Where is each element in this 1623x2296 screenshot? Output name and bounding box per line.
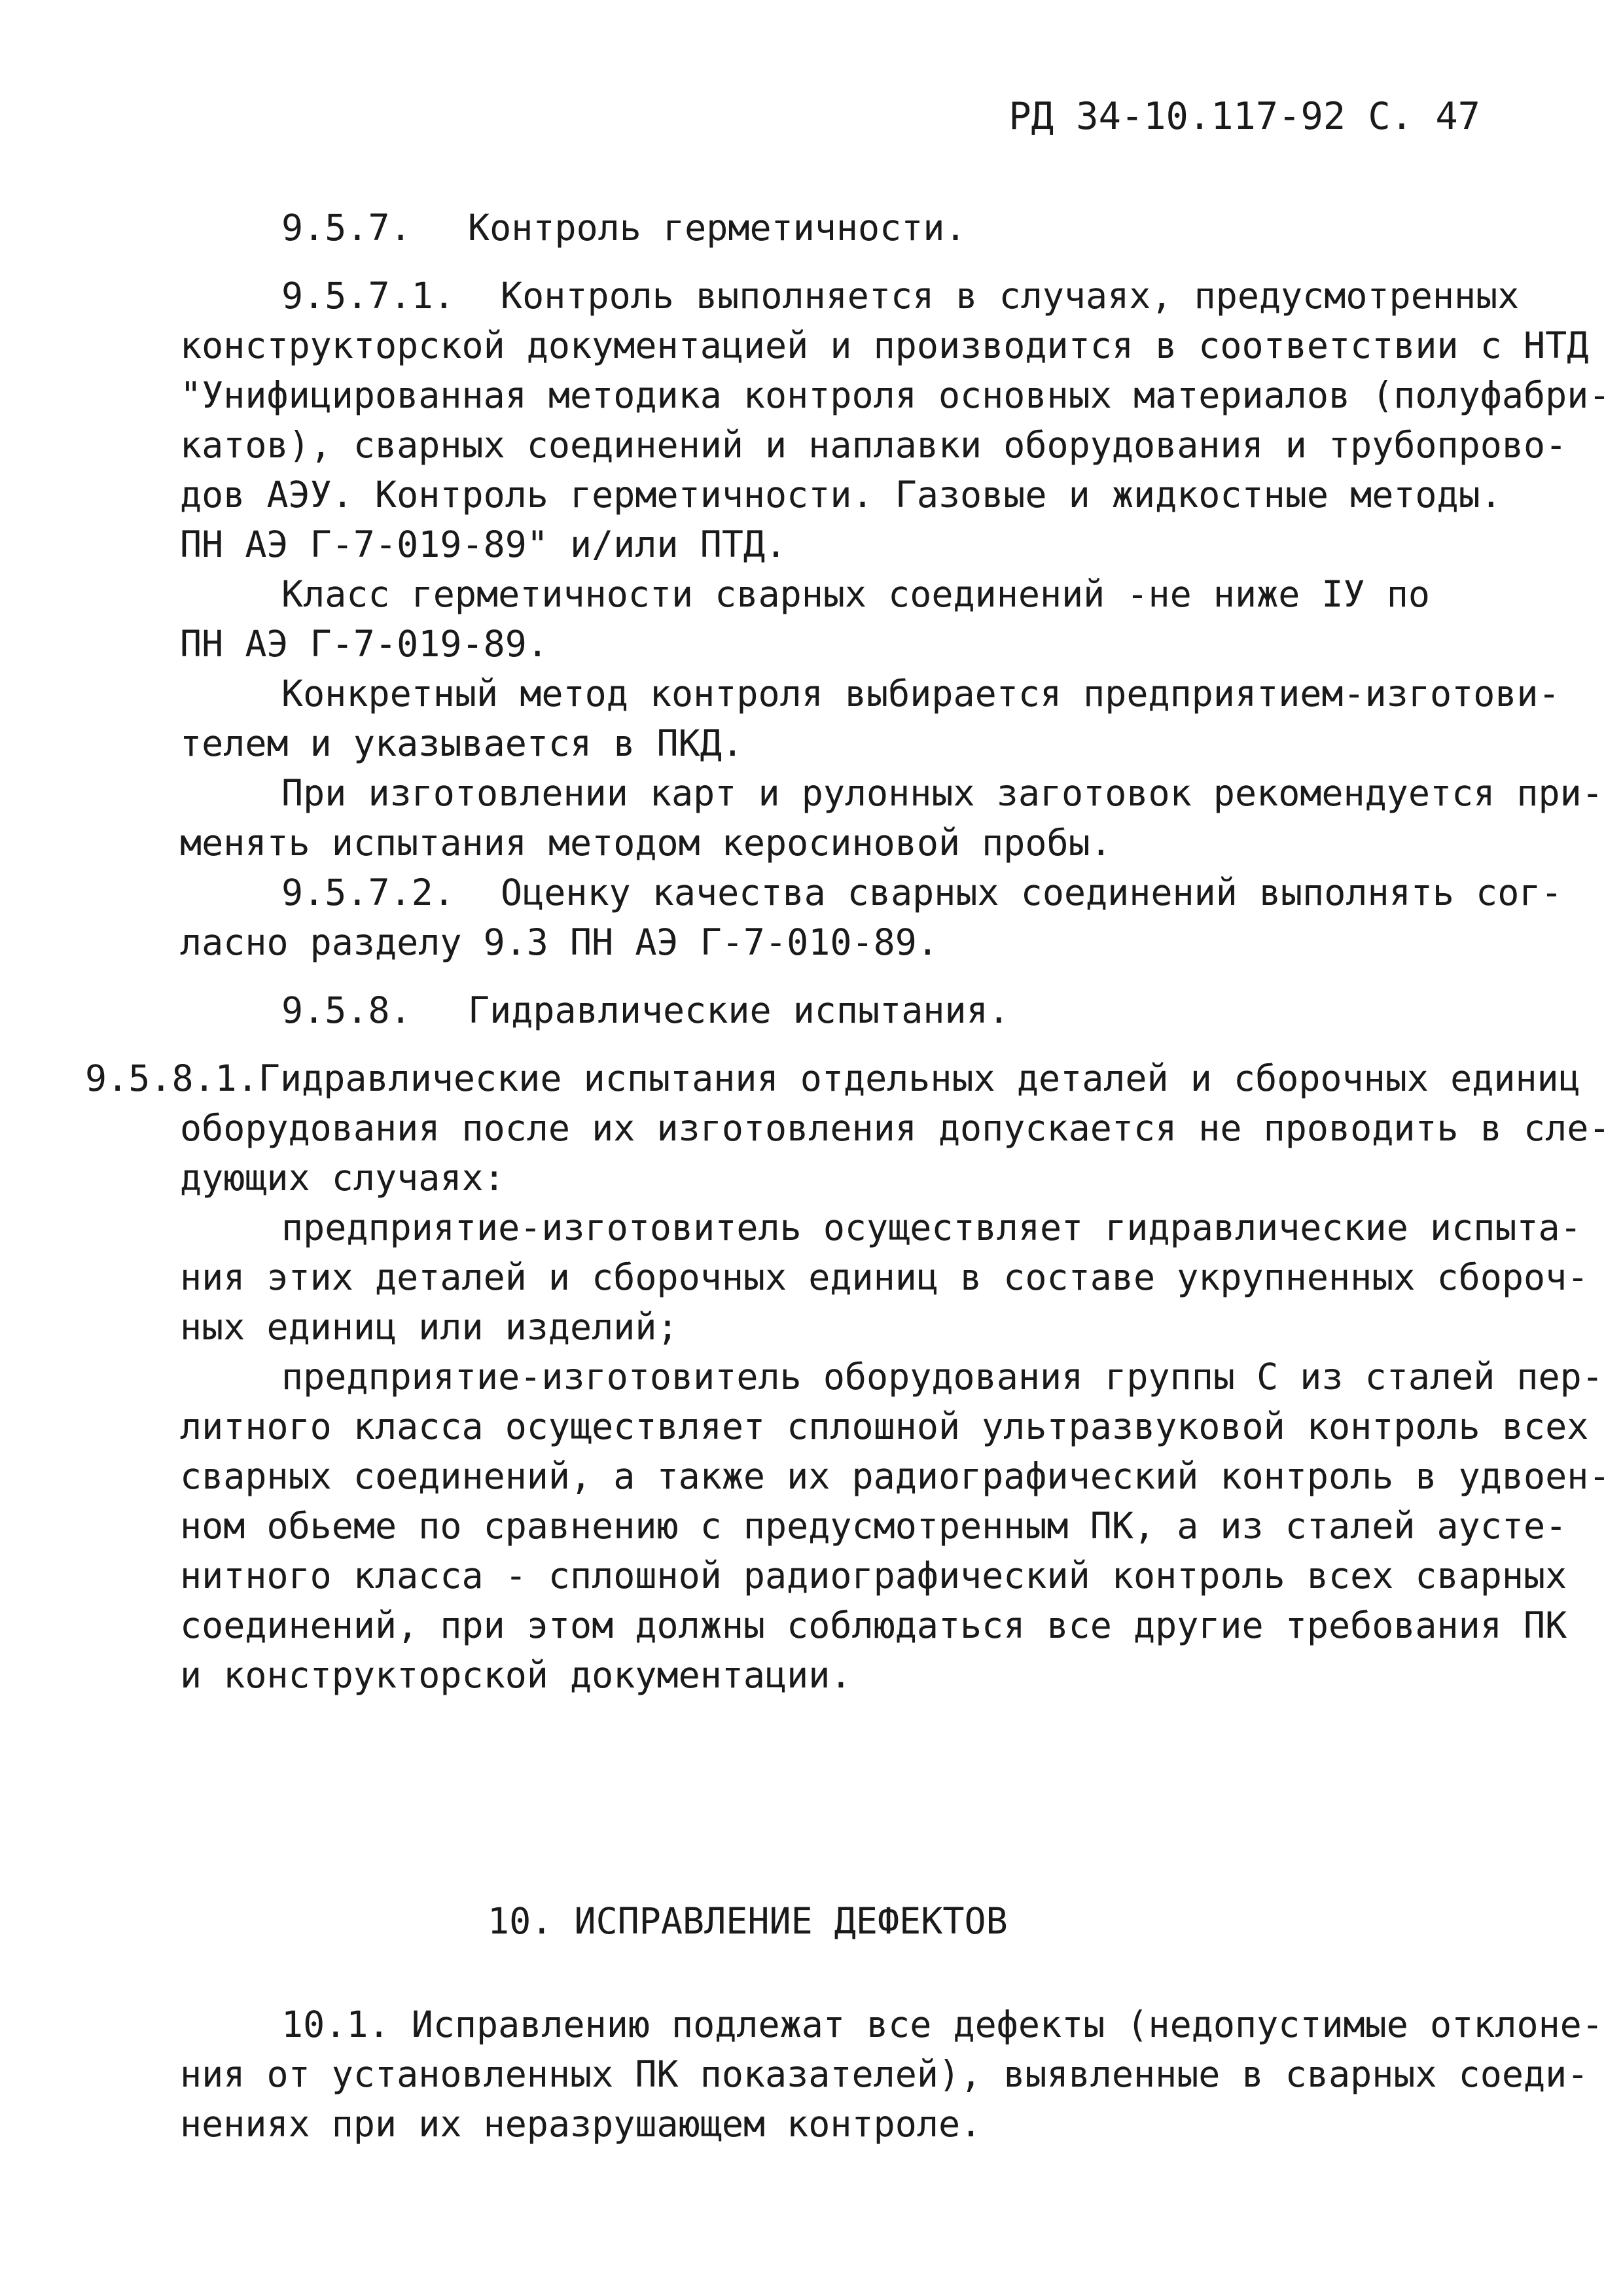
section-10-1-paragraph (180, 2000, 1603, 2149)
cards-paragraph (180, 768, 1603, 868)
paragraph-line: ласно разделу 9.3 ПН АЭ Г-7-010-89. (180, 921, 938, 963)
paragraph-line: Конкретный метод контроля выбирается предприятием-изготови- (281, 673, 1560, 715)
control-method-paragraph (180, 669, 1560, 768)
section-9-5-7-heading (180, 203, 1522, 253)
section-9-5-8-1-paragraph (85, 1053, 1611, 1203)
paragraph-line: Исправлению подлежат все дефекты (недопустимые отклоне- (411, 2004, 1603, 2045)
paragraph-line: ном обьеме по сравнению с предусмотренным ПК, а из сталей аусте- (180, 1505, 1567, 1547)
paragraph-line: Гидравлические испытания отдельных деталей и сборочных единиц (258, 1057, 1580, 1099)
document-header-code: РД 34-10.117-92 С. 47 (1008, 95, 1480, 138)
paragraph-line: дов АЭУ. Контроль герметичности. Газовые и жидкостные методы. (180, 474, 1502, 516)
paragraph-line: ПН АЭ Г-7-019-89" и/или ПТД. (180, 523, 787, 565)
case-two-paragraph (180, 1352, 1611, 1700)
paragraph-line: Оценку качества сварных соединений выполнять сог- (501, 872, 1563, 913)
tightness-class-paragraph (180, 569, 1522, 669)
paragraph-line: ния этих деталей и сборочных единиц в составе укрупненных сбороч- (180, 1256, 1589, 1298)
case-one-paragraph (180, 1203, 1589, 1352)
paragraph-line: сварных соединений, а также их радиографический контроль в удвоен- (180, 1455, 1611, 1497)
paragraph-line: нитного класса - сплошной радиографический контроль всех сварных (180, 1555, 1567, 1597)
paragraph-line: дующих случаях: (180, 1157, 505, 1199)
paragraph-line: нениях при их неразрушающем контроле. (180, 2103, 982, 2145)
section-number: 9.5.7. (281, 207, 412, 249)
section-9-5-7-2-paragraph (180, 868, 1563, 967)
section-number: 9.5.7.2. (281, 872, 455, 913)
paragraph-line: предприятие-изготовитель оборудования группы С из сталей пер- (281, 1356, 1603, 1398)
paragraph-line: ПН АЭ Г-7-019-89. (180, 623, 548, 665)
section-9-5-8-heading (180, 985, 1522, 1035)
section-number: 9.5.7.1. (281, 275, 455, 317)
paragraph-line: конструкторской документацией и производится в соответствии с НТД (180, 325, 1589, 366)
paragraph-line: соединений, при этом должны соблюдаться все другие требования ПК (180, 1604, 1567, 1646)
section-number: 10.1. (281, 2004, 390, 2045)
paragraph-line: Класс герметичности сварных соединений -не ниже IУ по (281, 573, 1430, 615)
paragraph-line: предприятие-изготовитель осуществляет гидравлические испыта- (281, 1207, 1582, 1248)
document-body (85, 203, 1611, 2149)
paragraph-line: катов), сварных соединений и наплавки оборудования и трубопрово- (180, 424, 1567, 466)
paragraph-line: ных единиц или изделий; (180, 1306, 679, 1348)
section-title: Гидравлические испытания. (468, 989, 1010, 1031)
section-10-heading: 10. ИСПРАВЛЕНИЕ ДЕФЕКТОВ (488, 1900, 1008, 1942)
paragraph-line: Контроль выполняется в случаях, предусмотренных (501, 275, 1520, 317)
section-number: 9.5.8. (281, 989, 412, 1031)
section-9-5-7-1-paragraph (180, 271, 1611, 569)
paragraph-line: телем и указывается в ПКД. (180, 722, 743, 764)
paragraph-line: ния от установленных ПК показателей), выявленные в сварных соеди- (180, 2053, 1589, 2095)
paragraph-line: При изготовлении карт и рулонных заготовок рекомендуется при- (281, 772, 1603, 814)
paragraph-line: и конструкторской документации. (180, 1654, 852, 1696)
paragraph-line: "Унифицированная методика контроля основных материалов (полуфабри- (180, 374, 1611, 416)
paragraph-line: литного класса осуществляет сплошной ультразвуковой контроль всех (180, 1405, 1589, 1447)
section-title: Контроль герметичности. (468, 207, 967, 249)
section-number: 9.5.8.1. (85, 1057, 259, 1099)
paragraph-line: оборудования после их изготовления допускается не проводить в сле- (180, 1107, 1611, 1149)
paragraph-line: менять испытания методом керосиновой пробы. (180, 822, 1112, 864)
